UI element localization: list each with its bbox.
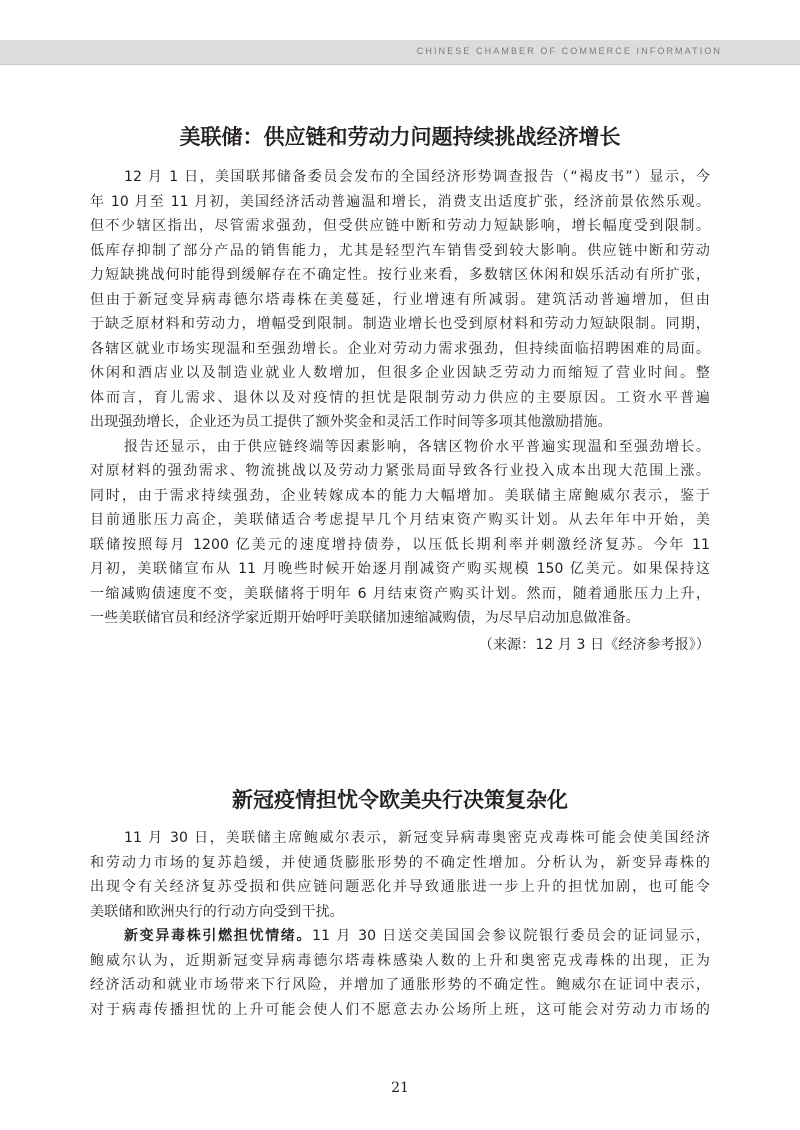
article-title: 美联储：供应链和劳动力问题持续挑战经济增长 bbox=[179, 125, 621, 149]
text-line: 一缩减购债速度不变，美联储将于明年 6 月结束资产购买计划。然而，随着通胀压力上升， bbox=[90, 585, 710, 602]
text-span: 11 月 30 日送交美国国会参议院银行委员会的证词显示， bbox=[312, 928, 710, 944]
text-line: 和劳动力市场的复苏趋缓，并使通货膨胀形势的不确定性增加。分析认为，新变异毒株的 bbox=[90, 854, 710, 871]
text-line: 对于病毒传播担忧的上升可能会使人们不愿意去办公场所上班，这可能会对劳动力市场的 bbox=[90, 1001, 710, 1018]
text-line: 经济活动和就业市场带来下行风险，并增加了通胀形势的不确定性。鲍威尔在证词中表示， bbox=[90, 977, 710, 993]
text-line: 出现强劲增长，企业还为员工提供了额外奖金和灵活工作时间等多项其他激励措施。 bbox=[90, 414, 612, 430]
lead-in-heading: 新变异毒株引燃担忧情绪。 bbox=[124, 928, 313, 944]
text-line: 休闲和酒店业以及制造业就业人数增加，但很多企业因缺乏劳动力而缩短了营业时间。整 bbox=[90, 365, 710, 381]
text-line: 一些美联储官员和经济学家近期开始呼吁美联储加速缩减购债，为尽早启动加息做准备。 bbox=[90, 610, 640, 626]
text-line: 鲍威尔认为，近期新冠变异病毒德尔塔毒株感染人数的上升和奥密克戎毒株的出现，正为 bbox=[90, 952, 710, 969]
text-line bbox=[90, 924, 710, 949]
text-line: 12 月 1 日，美国联邦储备委员会发布的全国经济形势调查报告（“褐皮书”）显示，今 bbox=[124, 169, 710, 185]
text-line: 低库存抑制了部分产品的销售能力，尤其是轻型汽车销售受到较大影响。供应链中断和劳动 bbox=[90, 242, 710, 259]
source-citation: （来源：12 月 3 日《经济参考报》） bbox=[478, 636, 710, 653]
paragraph bbox=[90, 435, 710, 631]
text-line: 美联储和欧洲央行的行动方向受到干扰。 bbox=[90, 903, 344, 920]
text-line: 但由于新冠变异病毒德尔塔毒株在美蔓延，行业增速有所减弱。建筑活动普遍增加，但由 bbox=[90, 291, 710, 308]
text-line: 11 月 30 日，美联储主席鲍威尔表示，新冠变异病毒奥密克戎毒株可能会使美国经济 bbox=[124, 830, 710, 846]
running-header: CHINESE CHAMBER OF COMMERCE INFORMATION bbox=[416, 46, 722, 56]
text-line: 联储按照每月 1200 亿美元的速度增持债券，以压低长期利率并刺激经济复苏。今年 11 bbox=[90, 536, 710, 553]
text-line: 年 10 月至 11 月初，美国经济活动普遍温和增长，消费支出适度扩张，经济前景依然乐观。 bbox=[90, 193, 710, 210]
text-line: 各辖区就业市场实现温和至强劲增长。企业对劳动力需求强劲，但持续面临招聘困难的局面。 bbox=[90, 340, 710, 357]
paragraph bbox=[90, 924, 710, 1022]
text-line: 月初，美联储宣布从 11 月晚些时候开始逐月削减资产购买规模 150 亿美元。如果保持这 bbox=[90, 561, 710, 577]
article-title: 新冠疫情担忧令欧美央行决策复杂化 bbox=[232, 788, 568, 812]
article-body bbox=[90, 165, 710, 657]
page-number: 21 bbox=[391, 1080, 409, 1096]
paragraph bbox=[90, 165, 710, 435]
text-line: 同时，由于需求持续强劲，企业转嫁成本的能力大幅增加。美联储主席鲍威尔表示，鉴于 bbox=[90, 487, 710, 504]
text-line: 对原材料的强劲需求、物流挑战以及劳动力紧张局面导致各行业投入成本出现大范围上涨。 bbox=[90, 463, 710, 479]
text-line: 报告还显示，由于供应链终端等因素影响，各辖区物价水平普遍实现温和至强劲增长。 bbox=[124, 438, 710, 455]
text-line: 力短缺挑战何时能得到缓解存在不确定性。按行业来看，多数辖区休闲和娱乐活动有所扩张， bbox=[90, 267, 710, 283]
text-line: 于缺乏原材料和劳动力，增幅受到限制。制造业增长也受到原材料和劳动力短缺限制。同期， bbox=[90, 316, 710, 332]
text-line: 目前通胀压力高企，美联储适合考虑提早几个月结束资产购买计划。从去年年中开始，美 bbox=[90, 512, 710, 528]
article-body bbox=[90, 826, 710, 1022]
text-line: 体而言，育儿需求、退休以及对疫情的担忧是限制劳动力供应的主要原因。工资水平普遍 bbox=[90, 389, 710, 406]
header-rule bbox=[0, 64, 800, 65]
text-line: 出现令有关经济复苏受损和供应链问题恶化并导致通胀进一步上升的担忧加剧，也可能令 bbox=[90, 879, 710, 895]
paragraph bbox=[90, 826, 710, 924]
text-line: 但不少辖区指出，尽管需求强劲，但受供应链中断和劳动力短缺影响，增长幅度受到限制。 bbox=[90, 218, 710, 234]
